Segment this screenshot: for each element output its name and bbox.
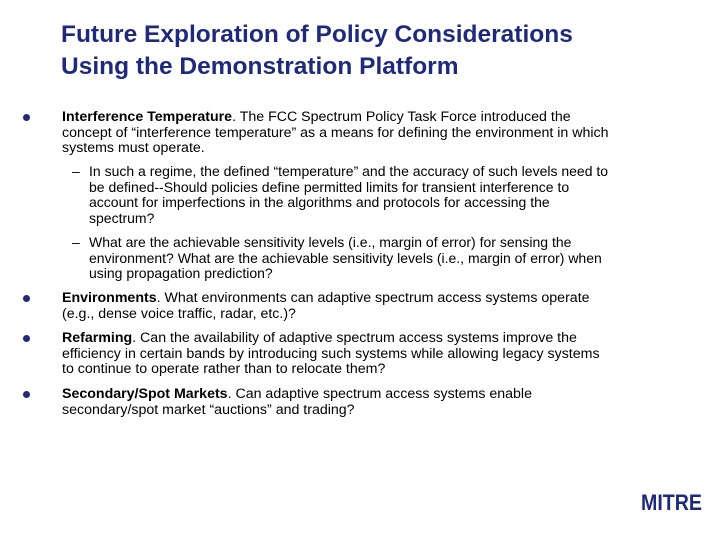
subbullet-line: What are the achievable sensitivity levels (i.e., margin of error) for sensing the: [89, 234, 572, 250]
bullet-line: concept of “interference temperature” as a means for defining the environment in which: [62, 124, 609, 141]
bullet-interference-temperature: [62, 110, 702, 157]
mitre-logo-icon: [641, 490, 703, 514]
bullet-dot-icon: [23, 295, 30, 302]
subbullet-line: In such a regime, the defined “temperature” and the accuracy of such levels need to: [89, 163, 609, 179]
bullet-line: [62, 110, 702, 126]
bullet-line: (e.g., dense voice traffic, radar, etc.)?: [62, 305, 296, 322]
bullet-line: [62, 331, 702, 347]
subbullet-sensitivity: [72, 234, 699, 282]
bullet-text: . What environments can adaptive spectrum access systems operate: [156, 290, 590, 306]
bullet-term: Interference Temperature: [62, 109, 233, 125]
bullet-term: Refarming: [62, 330, 133, 346]
bullet-dot-icon: [23, 335, 30, 342]
bullet-term: Secondary/Spot Markets: [62, 386, 228, 402]
bullet-dot-icon: [23, 391, 30, 398]
slide-title-line-2: Using the Demonstration Platform: [61, 53, 459, 80]
subbullet-regime: [72, 163, 699, 226]
bullet-term: Environments: [62, 290, 157, 306]
slide-title-line-1: Future Exploration of Policy Considerations: [61, 21, 573, 48]
bullet-environments: [62, 291, 702, 322]
subbullet-line: using propagation prediction?: [89, 265, 273, 282]
dash-icon: –: [72, 163, 80, 179]
bullet-secondary-spot-markets: [62, 387, 702, 418]
subbullet-line: environment? What are the achievable sensitivity levels (i.e., margin of error) when: [89, 249, 602, 266]
bullet-line: to continue to operate rather than to relocate them?: [62, 361, 386, 378]
bullet-line: [62, 387, 702, 403]
bullet-dot-icon: [23, 114, 30, 121]
bullet-text: . The FCC Spectrum Policy Task Force introduced the: [232, 109, 571, 125]
bullet-line: secondary/spot market “auctions” and trading?: [62, 401, 355, 418]
bullet-line: efficiency in certain bands by introducing such systems while allowing legacy systems: [62, 345, 600, 362]
subbullet-line: spectrum?: [89, 209, 155, 226]
mitre-logo-text: MITRE: [641, 490, 702, 514]
bullet-refarming: [62, 331, 702, 378]
dash-icon: –: [72, 234, 80, 250]
subbullet-line: account for imperfections in the algorithms and protocols for accessing the: [89, 194, 550, 211]
bullet-text: . Can adaptive spectrum access systems enable: [227, 386, 532, 402]
subbullet-line: be defined--Should policies define permitted limits for transient interference to: [89, 178, 570, 195]
bullet-text: . Can the availability of adaptive spectrum access systems improve the: [132, 330, 577, 346]
bullet-line: systems must operate.: [62, 140, 205, 157]
bullet-line: [62, 291, 702, 307]
